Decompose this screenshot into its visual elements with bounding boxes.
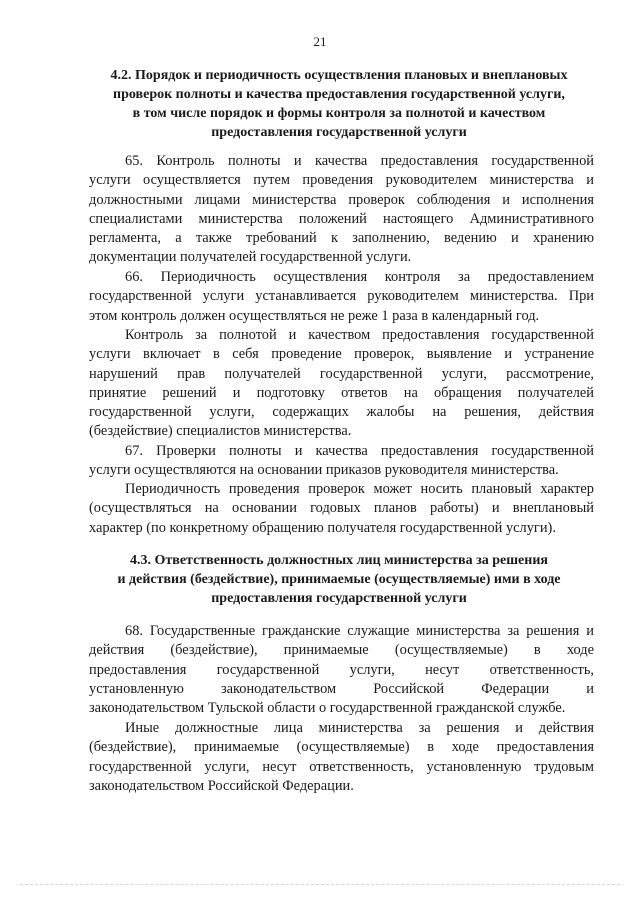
text-line: законодательством Тульской области о государственной гражданской службе. — [89, 700, 566, 717]
text-line: 65. Контроль полноты и качества предоставления государственной — [125, 153, 594, 169]
text-line: услуги осуществляется путем проведения руководителем министерства и — [89, 172, 594, 189]
text-line: регламента, а также требований к заполнению, ведению и хранению — [89, 230, 594, 247]
text-line: (бездействие), принимаемые (осуществляемые) в ходе предоставления — [89, 739, 594, 756]
heading-line: в том числе порядок и формы контроля за полнотой и качеством — [132, 106, 546, 121]
paragraph-periodicity — [89, 480, 594, 538]
text-line: принятие решений и подготовку ответов на обращения получателей — [89, 384, 594, 401]
text-line: Контроль за полнотой и качеством предоставления государственной — [125, 327, 594, 343]
text-line: государственной услуги, несут ответственность, установленную трудовым — [89, 758, 594, 775]
paragraph-other-officials — [89, 719, 594, 796]
text-line: действия (бездействие), принимаемые (осуществляемые) в ходе — [89, 642, 594, 659]
heading-line: и действия (бездействие), принимаемые (осуществляемые) ими в ходе — [117, 572, 561, 587]
text-line: документации получателей государственной услуги. — [89, 249, 412, 266]
text-line: нарушений прав получателей государственной услуги, рассмотрение, — [89, 365, 594, 382]
text-line: Периодичность проведения проверок может носить плановый характер — [125, 481, 594, 497]
text-line: государственной услуги, содержащих жалобы на решения, действия — [89, 404, 594, 421]
text-line: специалистами министерства положений настоящего Административного — [89, 210, 594, 227]
scan-edge-artifact — [20, 884, 620, 887]
heading-line: 4.3. Ответственность должностных лиц министерства за решения — [130, 553, 548, 568]
page-number: 21 — [313, 34, 327, 49]
paragraph-66 — [89, 268, 594, 326]
text-line: 67. Проверки полноты и качества предоставления государственной — [125, 443, 594, 459]
text-line: этом контроль должен осуществляться не реже 1 раза в календарный год. — [89, 307, 540, 324]
text-line: услуги включает в себя проведение проверок, выявление и устранение — [89, 346, 594, 363]
text-line: (бездействие) специалистов министерства. — [89, 423, 352, 440]
heading-line: 4.2. Порядок и периодичность осуществления плановых и внеплановых — [110, 68, 568, 83]
paragraph-control-scope — [89, 326, 594, 442]
text-line: (осуществляться на основании годовых планов работы) и внеплановый — [89, 500, 594, 517]
paragraph-65 — [89, 152, 594, 268]
section-4-3-heading — [84, 551, 594, 608]
text-line: 66. Периодичность осуществления контроля за предоставлением — [125, 269, 594, 285]
heading-line: предоставления государственной услуги — [211, 125, 467, 140]
text-line: Иные должностные лица министерства за решения и действия — [125, 720, 594, 736]
heading-line: проверок полноты и качества предоставления государственной услуги, — [113, 87, 565, 102]
text-line: государственной услуги устанавливается руководителем министерства. При — [89, 288, 594, 305]
heading-line: предоставления государственной услуги — [211, 591, 467, 606]
text-line: должностными лицами министерства проверок соблюдения и исполнения — [89, 191, 594, 208]
paragraph-68 — [89, 622, 594, 718]
text-line: предоставления государственной услуги, несут ответственность, — [89, 661, 594, 678]
text-line: 68. Государственные гражданские служащие министерства за решения и — [125, 623, 594, 639]
text-line: законодательством Российской Федерации. — [89, 777, 354, 794]
section-4-2-heading — [84, 66, 594, 142]
text-line: установленную законодательством Российской Федерации и — [89, 680, 594, 697]
text-line: характер (по конкретному обращению получателя государственной услуги). — [89, 519, 556, 536]
text-line: услуги осуществляются на основании приказов руководителя министерства. — [89, 462, 559, 479]
paragraph-67 — [89, 442, 594, 481]
